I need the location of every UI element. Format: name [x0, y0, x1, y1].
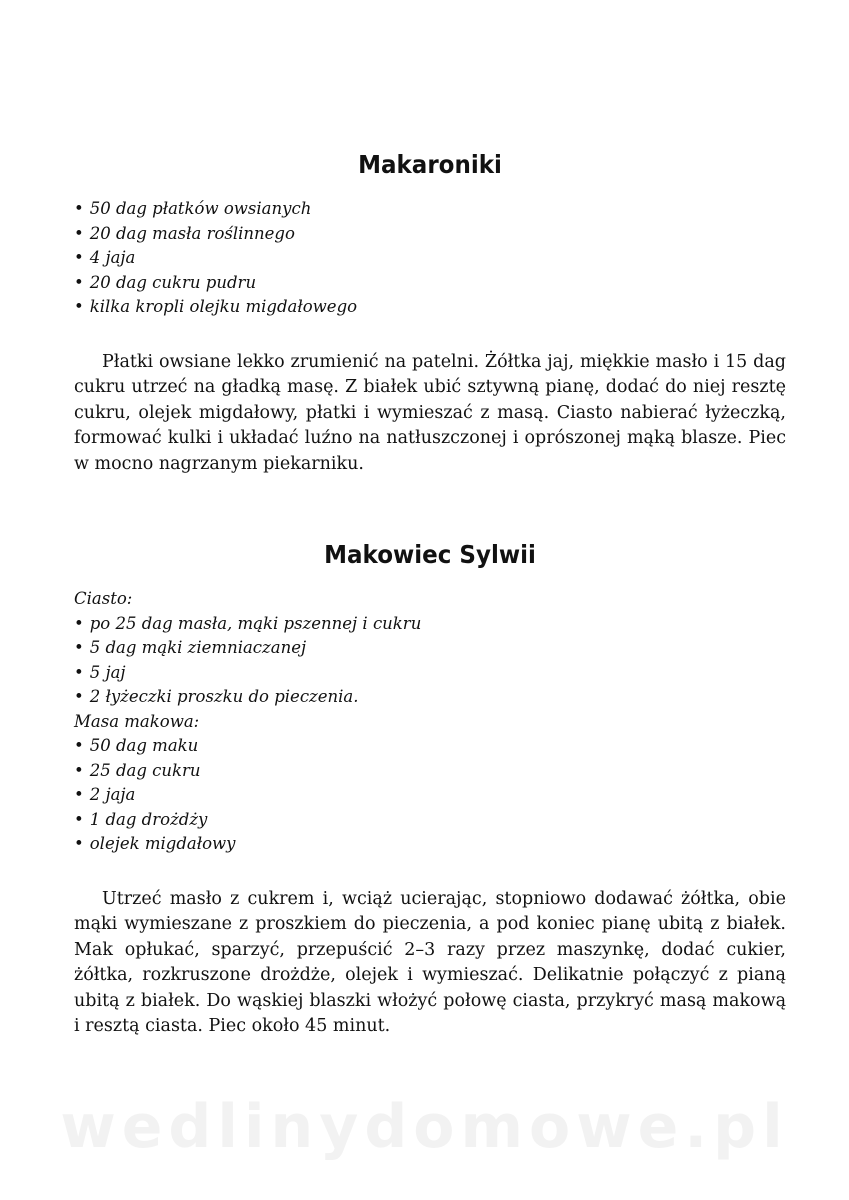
ingredient-text: 50 dag maku [89, 736, 199, 755]
ingredient-list [74, 197, 786, 320]
ingredient-text: 2 łyżeczki proszku do pieczenia. [89, 687, 359, 706]
recipe-method: Utrzeć masło z cukrem i, wciąż ucierając, stopniowo dodawać żółtka, obie mąki wymieszane z proszkiem do pieczenia, a pod koniec pianę ubitą z białek. Mak opłukać, sparzyć, przepuścić 2–3 razy przez maszynkę, dodać cukier, żółtka, rozkruszone drożdże, olejek i wymieszać. Delikatnie połączyć z pianą ubitą z białek. Do wąskiej blaszki włożyć połowę ciasta, przykryć masą makową i resztą ciasta. Piec około 45 minut. [74, 888, 786, 1037]
ingredient-item [74, 734, 786, 759]
bullet-icon: • [74, 613, 84, 633]
bullet-icon: • [74, 785, 84, 804]
ingredient-text: kilka kropli olejku migdałowego [89, 297, 358, 316]
ingredient-text: 50 dag płatków owsianych [89, 199, 312, 218]
watermark: wedlinydomowe.pl [60, 1092, 789, 1162]
ingredient-item [74, 661, 786, 686]
section-label-filling: Masa makowa: [74, 711, 200, 731]
ingredient-item [74, 197, 786, 222]
ingredient-text: 20 dag masła roślinnego [89, 223, 295, 243]
ingredient-item [74, 832, 786, 857]
filling-ingredient-list [74, 734, 786, 857]
ingredient-text: 5 dag mąki ziemniaczanej [89, 638, 307, 657]
bullet-icon: • [74, 248, 84, 267]
ingredient-text: 25 dag cukru [89, 760, 201, 780]
dough-ingredient-list [74, 612, 786, 710]
ingredient-item [74, 808, 786, 833]
ingredient-item [74, 636, 786, 661]
ingredient-item [74, 271, 786, 296]
ingredient-text: 4 jaja [89, 248, 136, 267]
bullet-icon: • [74, 834, 84, 853]
ingredient-item [74, 246, 786, 271]
bullet-icon: • [74, 687, 84, 706]
ingredient-text: olejek migdałowy [89, 834, 236, 853]
ingredient-text: 20 dag cukru pudru [89, 272, 257, 292]
bullet-icon: • [74, 223, 84, 243]
ingredient-item [74, 295, 786, 320]
ingredient-item [74, 612, 786, 637]
bullet-icon: • [74, 736, 84, 755]
bullet-icon: • [74, 272, 84, 292]
ingredient-item [74, 783, 786, 808]
bullet-icon: • [74, 809, 84, 829]
ingredient-item [74, 685, 786, 710]
recipe-makowiec-sylwii [74, 540, 786, 1040]
ingredient-item [74, 759, 786, 784]
ingredient-text: 2 jaja [89, 785, 136, 804]
recipe-title: Makowiec Sylwii [324, 540, 536, 569]
bullet-icon: • [74, 297, 84, 316]
bullet-icon: • [74, 199, 84, 218]
section-label-dough: Ciasto: [74, 589, 133, 608]
bullet-icon: • [74, 662, 84, 682]
recipe-method: Płatki owsiane lekko zrumienić na patelni. Żółtka jaj, miękkie masło i 15 dag cukru utrzeć na gładką masę. Z białek ubić sztywną pianę, dodać do niej resztę cukru, olejek migdałowy, płatki i wymieszać z masą. Ciasto nabierać łyżeczką, formować kulki i układać luźno na natłuszczonej i oprószonej mąką blasze. Piec w mocno nagrzanym piekarniku. [74, 351, 786, 474]
ingredient-text: 1 dag drożdży [89, 809, 208, 829]
bullet-icon: • [74, 760, 84, 780]
bullet-icon: • [74, 638, 84, 657]
ingredient-text: 5 jaj [89, 662, 126, 682]
ingredient-text: po 25 dag masła, mąki pszennej i cukru [89, 613, 422, 633]
recipe-title: Makaroniki [358, 150, 502, 179]
ingredient-item [74, 222, 786, 247]
recipe-makaroniki [74, 150, 786, 477]
